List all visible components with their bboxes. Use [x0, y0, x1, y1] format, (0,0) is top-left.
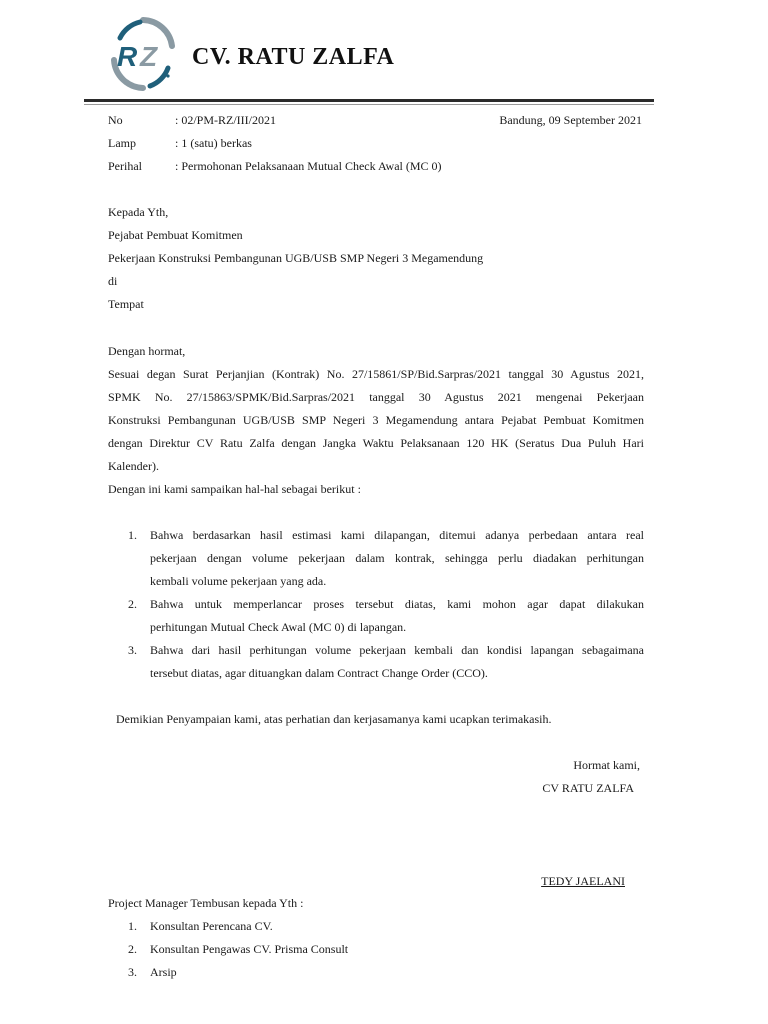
point-line: perhitungan Mutual Check Awal (MC 0) di lapangan. — [150, 620, 407, 634]
point-line: Bahwa berdasarkan hasil estimasi kami dilapangan, ditemui adanya perbedaan antara real — [150, 528, 644, 542]
signature-salutation: Hormat kami, — [573, 758, 640, 772]
body-paragraph-line: Kalender). — [108, 459, 159, 473]
body-paragraph-line: Konstruksi Pembangunan UGB/USB SMP Negeri 3 Megamendung antara Pejabat Pembuat Komitmen — [108, 413, 644, 427]
lamp-value: : 1 (satu) berkas — [175, 136, 252, 150]
perihal-label: Perihal — [108, 159, 142, 173]
point-line: Bahwa untuk memperlancar proses tersebut diatas, kami mohon agar dapat dilakukan — [150, 597, 644, 611]
signatory-name: TEDY JAELANI — [541, 874, 625, 888]
header-rule-thin — [84, 104, 654, 105]
header-rule — [84, 99, 654, 102]
cc-number: 2. — [128, 942, 137, 956]
cc-number: 1. — [128, 919, 137, 933]
points-intro: Dengan ini kami sampaikan hal-hal sebagai berikut : — [108, 482, 361, 496]
point-line: tersebut diatas, agar dituangkan dalam Contract Change Order (CCO). — [150, 666, 488, 680]
cc-item: Arsip — [150, 965, 177, 979]
cc-heading: Project Manager Tembusan kepada Yth : — [108, 896, 304, 910]
body-paragraph-line: dengan Direktur CV Ratu Zalfa dengan Jangka Waktu Pelaksanaan 120 HK (Seratus Dua Puluh Hari — [108, 436, 644, 450]
recipient-line: Pekerjaan Konstruksi Pembangunan UGB/USB SMP Negeri 3 Megamendung — [108, 251, 484, 265]
cc-item: Konsultan Pengawas CV. Prisma Consult — [150, 942, 349, 956]
body-paragraph-line: Sesuai degan Surat Perjanjian (Kontrak) No. 27/15861/SP/Bid.Sarpras/2021 tanggal 30 Agustus 2021, — [108, 367, 644, 381]
svg-text:Z: Z — [140, 41, 158, 72]
closing-text: Demikian Penyampaian kami, atas perhatian dan kerjasamanya kami ucapkan terimakasih. — [116, 712, 552, 726]
svg-text:R: R — [117, 41, 138, 72]
company-logo — [110, 16, 176, 92]
point-line: kembali volume pekerjaan yang ada. — [150, 574, 327, 588]
point-line: Bahwa dari hasil perhitungan volume pekerjaan kembali dan kondisi lapangan sebagaimana — [150, 643, 644, 657]
letter-date: Bandung, 09 September 2021 — [499, 113, 642, 127]
no-label: No — [108, 113, 123, 127]
recipient-line: Pejabat Pembuat Komitmen — [108, 228, 243, 242]
cc-item: Konsultan Perencana CV. — [150, 919, 273, 933]
recipient-line: di — [108, 274, 118, 288]
point-number: 2. — [128, 597, 137, 611]
lamp-label: Lamp — [108, 136, 136, 150]
greeting: Dengan hormat, — [108, 344, 186, 358]
point-number: 3. — [128, 643, 137, 657]
recipient-line: Kepada Yth, — [108, 205, 169, 219]
recipient-line: Tempat — [108, 297, 144, 311]
cc-number: 3. — [128, 965, 137, 979]
body-paragraph-line: SPMK No. 27/15863/SPMK/Bid.Sarpras/2021 tanggal 30 Agustus 2021 mengenai Pekerjaan — [108, 390, 644, 404]
point-line: pekerjaan dengan volume pekerjaan dalam kontrak, sehingga perlu diadakan perhitungan — [150, 551, 644, 565]
company-name: CV. RATU ZALFA — [192, 44, 395, 70]
perihal-value: : Permohonan Pelaksanaan Mutual Check Awal (MC 0) — [175, 159, 442, 173]
no-value: : 02/PM-RZ/III/2021 — [175, 113, 276, 127]
signature-company: CV RATU ZALFA — [542, 781, 634, 795]
point-number: 1. — [128, 528, 137, 542]
